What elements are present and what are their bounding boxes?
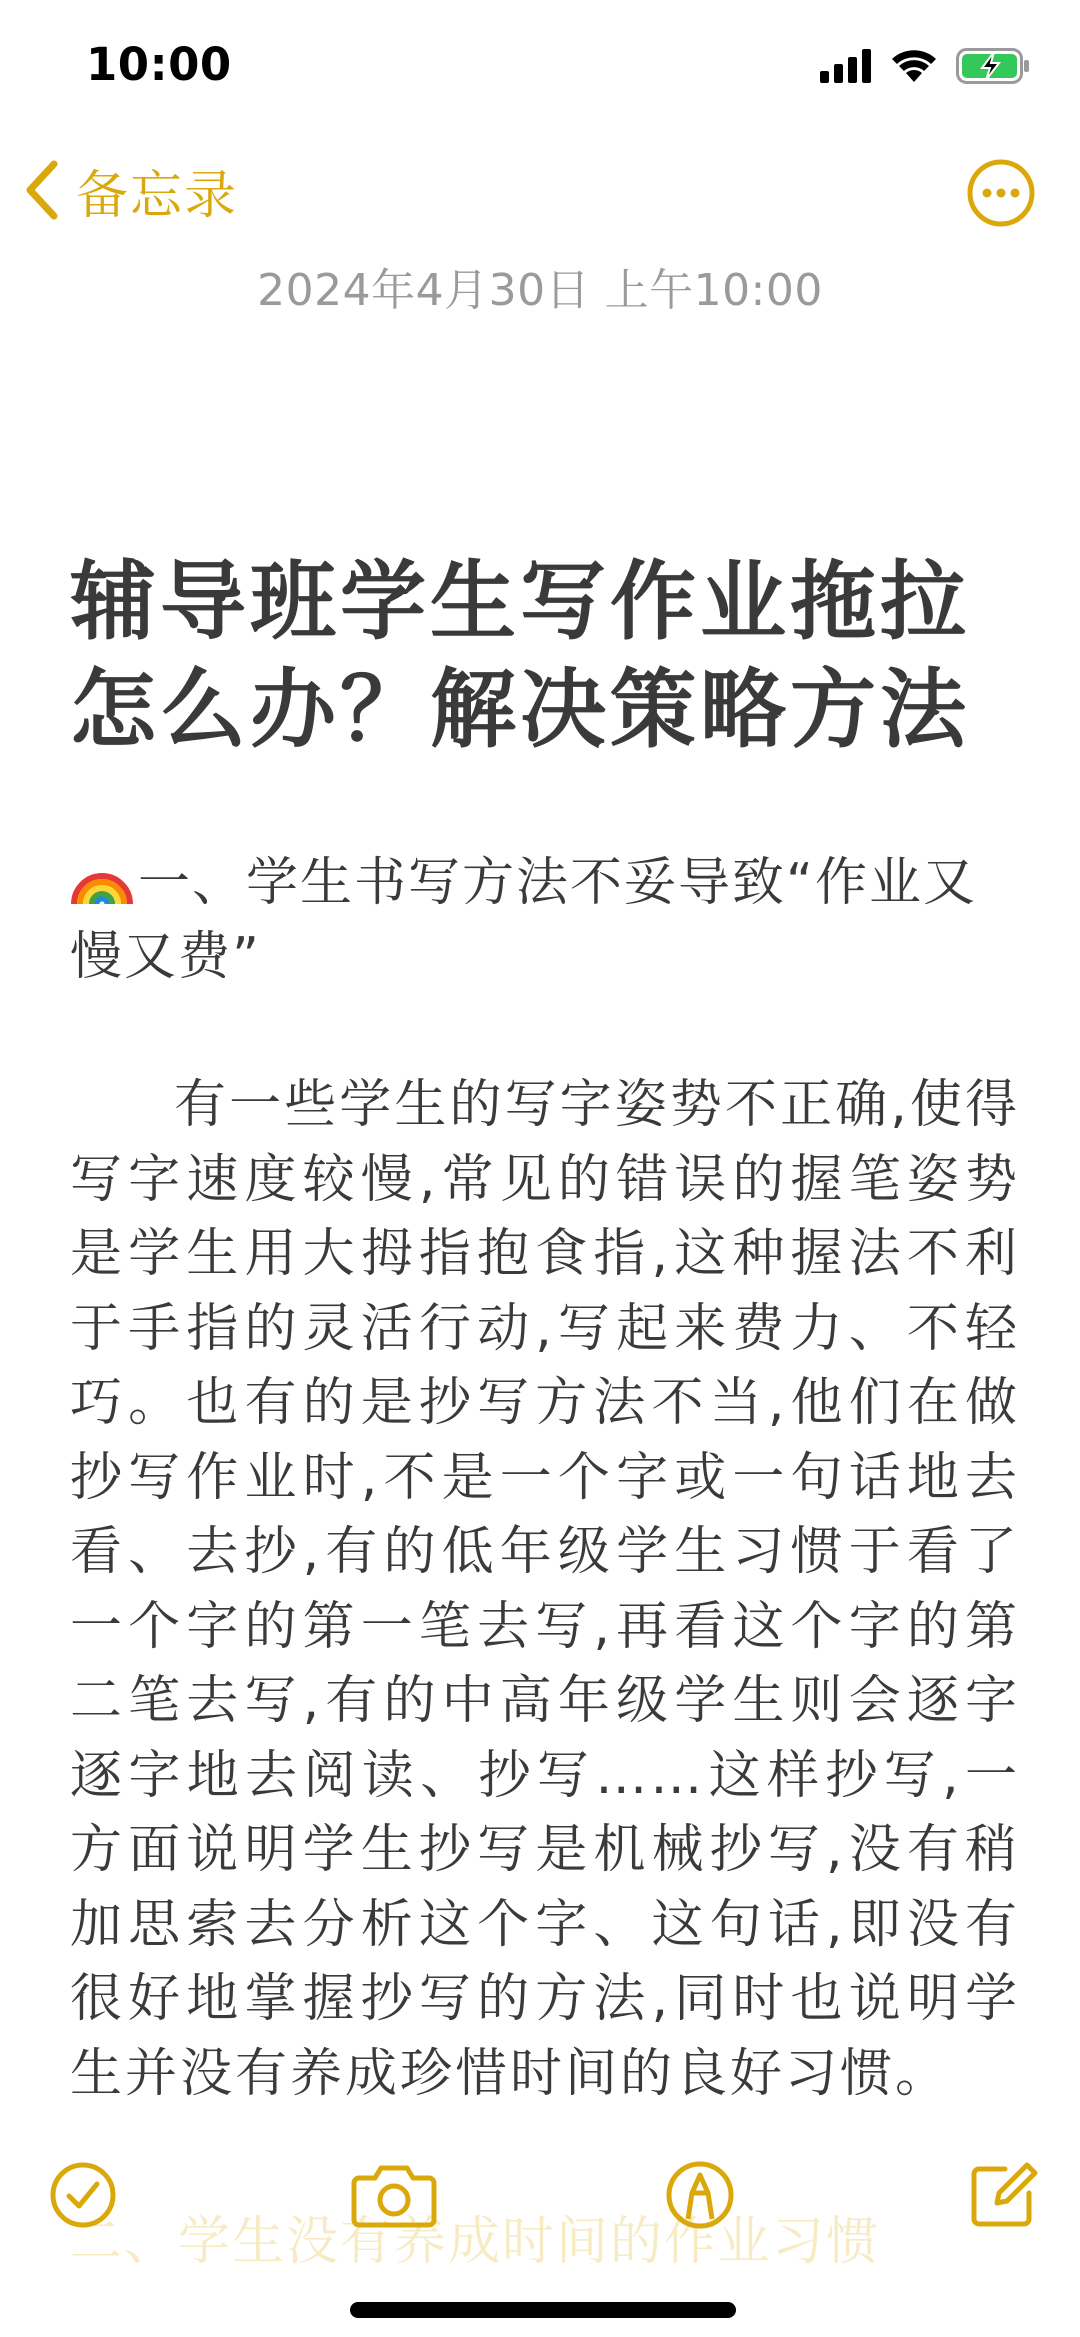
back-button[interactable] [22,150,238,230]
checklist-icon [48,2160,118,2230]
camera-icon [351,2160,437,2230]
status-bar [0,0,1080,130]
markup-pen-icon [664,2159,736,2231]
ellipsis-circle-icon [966,158,1036,228]
compose-button[interactable] [958,2150,1048,2240]
chevron-left-icon [22,158,62,222]
battery-charging-icon [956,48,1030,84]
rainbow-icon [70,850,134,906]
compose-icon [967,2159,1039,2231]
section-heading[interactable] [70,846,1020,994]
note-paragraph[interactable]: 有一些学生的写字姿势不正确,使得写字速度较慢,常见的错误的握笔姿势是学生用大拇指抱食指,这种握法不利于手指的灵活行动,写起来费力、不轻巧。也有的是抄写方法不当,他们在做抄写作业时,不是一个字或一句话地去看、去抄,有的低年级学生习惯于看了一个字的第一笔去写,再看这个字的第二笔去写,有的中高年级学生则会逐字逐字地去阅读、抄写……这样抄写,一方面说明学生抄写是机械抄写,没有稍加思索去分析这个字、这句话,即没有很好地掌握抄写的方法,同时也说明学生并没有养成珍惜时间的良好习惯。 [70,1075,1020,2104]
next-section-heading: 二、学生没有养成时间的作业习惯 [70,2212,881,2272]
note-title[interactable]: 辅导班学生写作业拖拉怎么办？解决策略方法 [70,552,970,760]
cellular-signal-icon [820,49,872,83]
wifi-icon [890,48,938,84]
status-icons [820,48,1030,84]
bottom-toolbar [0,2140,1080,2250]
section-heading-text: 一、学生书写方法不妥导致“作业又慢又费” [70,853,977,987]
status-time: 10:00 [86,38,232,91]
checklist-button[interactable] [38,2150,128,2240]
markup-button[interactable] [655,2150,745,2240]
home-indicator[interactable] [350,2302,736,2318]
camera-button[interactable] [346,2150,442,2240]
back-button-label: 备忘录 [76,165,239,226]
note-date: 2024年4月30日 上午10:00 [257,265,823,316]
more-options-button[interactable] [966,158,1036,228]
